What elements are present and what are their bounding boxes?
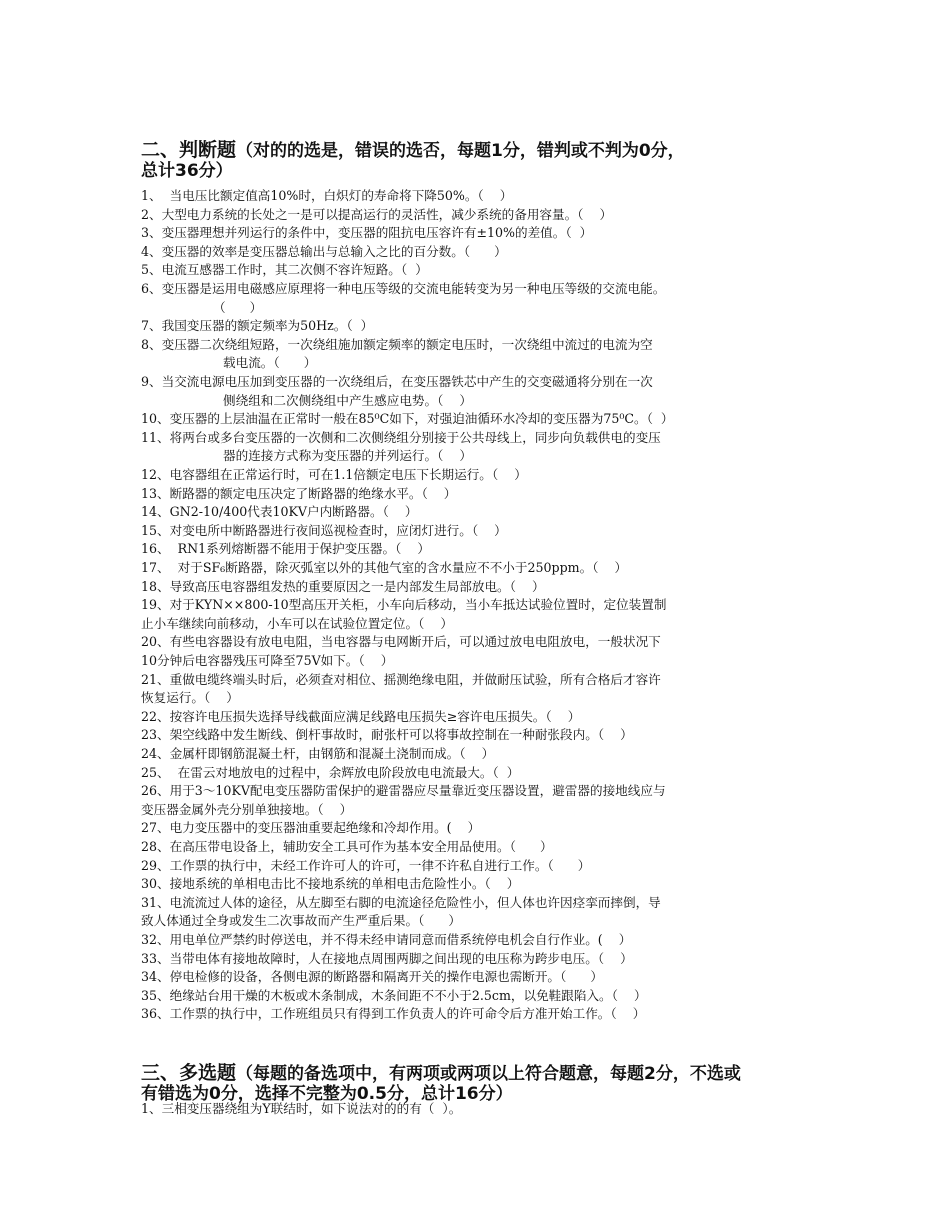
question-item xyxy=(141,671,821,708)
question-text: 26、用于3～10KV配电变压器防雷保护的避雷器应尽量靠近变压器设置，避雷器的接地线应与 xyxy=(141,783,666,799)
question-item xyxy=(141,708,821,727)
question-text: 2、大型电力系统的长处之一是可以提高运行的灵活性，减少系统的备用容量。（ ） xyxy=(141,206,613,222)
question-text: 21、重做电缆终端头时后，必须查对相位、摇测绝缘电阻，并做耐压试验，所有合格后才容许 xyxy=(141,671,661,687)
question-text: 15、对变电所中断路器进行夜间巡视检查时，应闭灯进行。（ ） xyxy=(141,522,507,538)
question-text: 6、变压器是运用电磁感应原理将一种电压等级的交流电能转变为另一种电压等级的交流电能。 xyxy=(141,281,666,296)
question-text: 9、当交流电源电压加到变压器的一次绕组后，在变压器铁芯中产生的交变磁通将分别在一次 xyxy=(141,374,653,389)
question-text: 30、接地系统的单相电击比不接地系统的单相电击危险性小。（ ） xyxy=(141,876,520,892)
question-text-continued: 10分钟后电容器残压可降至75V如下。（ ） xyxy=(141,652,394,668)
question-item xyxy=(141,578,821,597)
section2-title-lead: 二、判断题 xyxy=(141,139,237,161)
question-text: 31、电流流过人体的途径，从左脚至右脚的电流途径危险性小，但人体也许因痉挛而摔倒，导 xyxy=(141,894,661,910)
question-item xyxy=(141,838,821,857)
question-text: 24、金属杆即钢筋混凝土杆，由钢筋和混凝土浇制而成。（ ） xyxy=(141,746,495,761)
section3-heading-line2: 有错选为0分，选择不完整为0.5分，总计16分） xyxy=(141,1084,513,1104)
question-item xyxy=(141,726,821,745)
question-text: 23、架空线路中发生断线、倒杆事故时，耐张杆可以将事故控制在一种耐张段内。（ ） xyxy=(141,727,633,743)
question-text: 12、电容器组在正常运行时，可在1.1倍额定电压下长期运行。（ ） xyxy=(141,467,527,482)
question-text: 35、绝缘站台用干燥的木板或木条制成，木条间距不不小于2.5cm，以免鞋跟陷入。（ ） xyxy=(141,987,647,1003)
section2-title-rest: （对的的选是，错误的选否，每题1分，错判或不判为0分， xyxy=(236,141,685,161)
question-text: 17、 对于SF₆断路器，除灭弧室以外的其他气室的含水量应不不小于250ppm。（ ） xyxy=(141,560,628,575)
question-item xyxy=(141,894,821,931)
question-item xyxy=(141,206,821,225)
question-text: 36、工作票的执行中，工作班组员只有得到工作负责人的许可命令后方准开始工作。（ ） xyxy=(141,1006,646,1022)
section2-heading xyxy=(141,140,821,181)
question-item xyxy=(141,633,821,670)
question-text: 1、三相变压器绕组为Y联结时，如下说法对的的有（ ）。 xyxy=(141,1101,462,1116)
question-item xyxy=(141,1005,821,1024)
question-text: 22、按容许电压损失选择导线截面应满足线路电压损失≥容许电压损失。（ ） xyxy=(141,708,581,724)
question-item xyxy=(141,764,821,783)
question-text: 16、 RN1系列熔断器不能用于保护变压器。（ ） xyxy=(141,541,430,557)
question-item xyxy=(141,596,821,633)
question-text-continued: 侧绕组和二次侧绕组中产生感应电势。（ ） xyxy=(223,392,472,408)
question-text: 20、有些电容器设有放电电阻，当电容器与电网断开后，可以通过放电电阻放电，一般状况下 xyxy=(141,634,661,650)
section3-title-rest: （每题的备选项中，有两项或两项以上符合题意，每题2分，不选或 xyxy=(236,1064,741,1084)
question-item xyxy=(141,485,821,504)
question-text-continued: 变压器金属外壳分别单独接地。（ ） xyxy=(141,801,353,817)
question-text-continued: 载电流。（ ） xyxy=(223,355,317,371)
question-item xyxy=(141,503,821,522)
question-item xyxy=(141,559,821,578)
question-item xyxy=(141,745,821,764)
question-item xyxy=(141,987,821,1006)
section2-heading-line1 xyxy=(141,140,821,161)
question-item xyxy=(141,261,821,280)
question-text: 32、用电单位严禁约时停送电，并不得未经申请同意而借系统停电机会自行作业。( ） xyxy=(141,932,632,947)
question-item xyxy=(141,280,821,317)
section3-heading-line1 xyxy=(141,1063,821,1084)
question-text: 18、导致高压电容器组发热的重要原因之一是内部发生局部放电。（ ） xyxy=(141,578,545,594)
question-item xyxy=(141,819,821,838)
question-text: 28、在高压带电设备上，辅助安全工具可作为基本安全用品使用。（ ） xyxy=(141,839,553,854)
question-item xyxy=(141,522,821,541)
question-text: 33、当带电体有接地故障时，人在接地点周围两脚之间出现的电压称为跨步电压。（ ） xyxy=(141,950,633,966)
question-item xyxy=(141,1100,821,1119)
question-text: 13、断路器的额定电压决定了断路器的绝缘水平。（ ） xyxy=(141,485,457,501)
section3-heading xyxy=(141,1063,821,1104)
question-text-continued: 致人体通过全身或发生二次事故而产生严重后果。（ ） xyxy=(141,913,461,929)
question-item xyxy=(141,224,821,243)
question-text: 4、变压器的效率是变压器总输出与总输入之比的百分数。（ ） xyxy=(141,243,507,259)
question-item xyxy=(141,540,821,559)
question-item xyxy=(141,373,821,410)
question-item xyxy=(141,243,821,262)
question-item xyxy=(141,875,821,894)
question-text: 34、停电检修的设备，各侧电源的断路器和隔离开关的操作电源也需断开。（ ） xyxy=(141,969,603,985)
question-item xyxy=(141,466,821,485)
question-text: 8、变压器二次绕组短路，一次绕组施加额定频率的额定电压时，一次绕组中流过的电流为空 xyxy=(141,336,653,352)
section2-heading-line2: 总计36分） xyxy=(141,161,233,181)
question-text-continued: 器的连接方式称为变压器的并列运行。（ ） xyxy=(223,448,472,464)
question-item xyxy=(141,968,821,987)
question-item xyxy=(141,410,821,429)
question-text: 10、变压器的上层油温在正常时一般在85⁰C如下，对强迫油循环水冷却的变压器为75⁰C。（ ） xyxy=(141,411,674,427)
question-text: 25、 在雷云对地放电的过程中，余辉放电阶段放电电流最大。（ ） xyxy=(141,764,520,780)
question-item xyxy=(141,317,821,336)
question-text: 3、变压器理想并列运行的条件中，变压器的阻抗电压容许有±10%的差值。（ ） xyxy=(141,225,593,241)
question-item xyxy=(141,950,821,969)
question-item xyxy=(141,857,821,876)
question-item xyxy=(141,336,821,373)
question-text: 14、GN2-10/400代表10KV户内断路器。（ ） xyxy=(141,504,418,520)
question-text-continued: （ ） xyxy=(213,299,263,315)
question-text: 11、将两台或多台变压器的一次侧和二次侧绕组分别接于公共母线上，同步向负载供电的变压 xyxy=(141,429,661,445)
question-text: 1、 当电压比额定值高10%时，白炽灯的寿命将下降50%。（ ） xyxy=(141,188,513,203)
question-text: 29、工作票的执行中，未经工作许可人的许可，一律不许私自进行工作。（ ） xyxy=(141,857,591,873)
question-item xyxy=(141,187,821,206)
question-item xyxy=(141,931,821,950)
question-text-continued: 恢复运行。（ ） xyxy=(141,690,239,706)
question-text: 7、我国变压器的额定频率为50Hz。（ ） xyxy=(141,318,374,334)
question-text-continued: 止小车继续向前移动，小车可以在试验位置定位。（ ） xyxy=(141,615,453,631)
question-item xyxy=(141,782,821,819)
section3-title-lead: 三、多选题 xyxy=(141,1062,237,1084)
question-text: 27、电力变压器中的变压器油重要起绝缘和冷却作用。( ） xyxy=(141,820,481,836)
question-text: 5、电流互感器工作时，其二次侧不容许短路。（ ） xyxy=(141,262,428,278)
question-item xyxy=(141,429,821,466)
question-text: 19、对于KYN××800-10型高压开关柜，小车向后移动，当小车抵达试验位置时，定位装置制 xyxy=(141,597,667,613)
